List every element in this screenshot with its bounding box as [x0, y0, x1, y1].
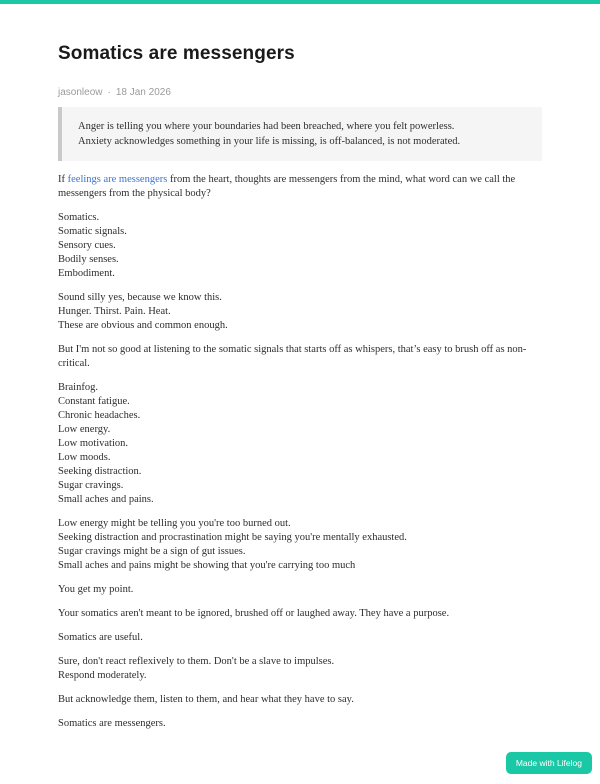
- top-accent-bar: [0, 0, 600, 4]
- paragraph: Brainfog. Constant fatigue. Chronic headaches. Low energy. Low motivation. Low moods. Seeking distraction. Sugar cravings. Small aches and pains.: [58, 381, 154, 505]
- paragraph: Somatics are messengers.: [58, 717, 166, 729]
- article-container: [58, 43, 542, 731]
- article-body: [58, 173, 542, 731]
- byline: [58, 87, 542, 98]
- paragraphs: [58, 211, 542, 731]
- paragraph: Somatics are useful.: [58, 631, 143, 643]
- post-date: 18 Jan 2026: [115, 86, 171, 98]
- blockquote: [58, 107, 542, 161]
- intro-prefix: If: [58, 173, 68, 185]
- intro-paragraph: [58, 173, 542, 201]
- paragraph: Your somatics aren't meant to be ignored, brushed off or laughed away. They have a purpose.: [58, 607, 450, 619]
- paragraph: You get my point.: [58, 583, 134, 595]
- quote-line: Anxiety acknowledges something in your life is missing, is off-balanced, is not moderated.: [78, 135, 461, 147]
- paragraph: Sound silly yes, because we know this. Hunger. Thirst. Pain. Heat. These are obvious and common enough.: [58, 291, 228, 331]
- paragraph: Somatics. Somatic signals. Sensory cues. Bodily senses. Embodiment.: [58, 211, 127, 279]
- page-title: Somatics are messengers: [58, 43, 295, 64]
- made-with-lifelog-button[interactable]: Made with Lifelog: [506, 752, 592, 775]
- paragraph: But I'm not so good at listening to the somatic signals that starts off as whispers, that’s easy to brush off as non-critical.: [58, 343, 527, 369]
- quote-line: Anger is telling you where your boundaries had been breached, where you felt powerless.: [78, 120, 455, 132]
- paragraph: Sure, don't react reflexively to them. Don't be a slave to impulses. Respond moderately.: [58, 655, 335, 681]
- intro-suffix: from the heart, thoughts are messengers from the mind, what word can we call the messengers from the physical body?: [58, 173, 516, 199]
- byline-separator-dot: ·: [107, 86, 111, 98]
- author-name: jasonleow: [58, 86, 103, 98]
- paragraph: But acknowledge them, listen to them, and hear what they have to say.: [58, 693, 354, 705]
- feelings-are-messengers-link[interactable]: feelings are messengers: [67, 173, 168, 185]
- paragraph: Low energy might be telling you you're too burned out. Seeking distraction and procrastination might be saying you're mentally exhausted. Sugar cravings might be a sign of gut issues. Small aches and pains might be showing that you're carrying too much: [58, 517, 407, 571]
